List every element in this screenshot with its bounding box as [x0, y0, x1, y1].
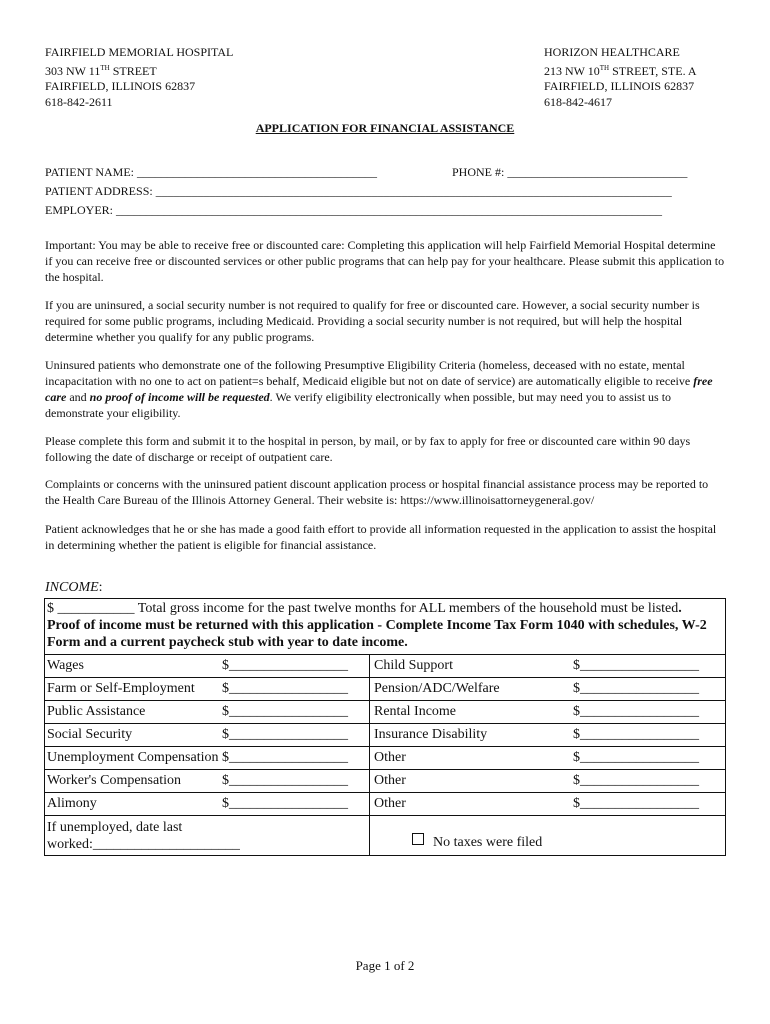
income-row-label: Wages: [47, 658, 84, 673]
table-rule: [44, 700, 726, 701]
income-row-label: Alimony: [47, 796, 97, 811]
table-rule: [44, 792, 726, 793]
acknowledgement-paragraph: Patient acknowledges that he or she has made a good faith effort to provide all information requested in the application to assist the hospital in determining whether the patient is eligible for financial assistance.: [45, 522, 717, 552]
child-support-amount[interactable]: $_________________: [573, 658, 699, 673]
income-row-label: Child Support: [374, 658, 453, 673]
income-row-label: Insurance Disability: [374, 727, 488, 742]
hospital-city: FAIRFIELD, ILLINOIS 62837: [45, 79, 196, 93]
phone-field[interactable]: PHONE #: ______________________________: [452, 165, 688, 179]
income-row-label: Other: [374, 750, 406, 765]
unemployed-date-field[interactable]: If unemployed, date last worked:_____________________: [47, 820, 240, 852]
pension-amount[interactable]: $_________________: [573, 681, 699, 696]
income-row-label: Farm or Self-Employment: [47, 681, 195, 696]
table-rule: [44, 746, 726, 747]
presumptive-eligibility-paragraph: Uninsured patients who demonstrate one of the following Presumptive Eligibility Criteria (homeless, deceased with no estate, mental incapacitation with no one to act on patient=s behalf, Medicaid eligible but not on date of service) are automatically eligible to receive free care and no proof of income will be requested. We verify eligibility electronically when possible, but may need you to assist us to demonstrate your eligibility.: [45, 358, 713, 420]
table-rule: [44, 815, 726, 816]
unemployment-amount[interactable]: $_________________: [222, 750, 348, 765]
table-rule: [44, 769, 726, 770]
hospital-address: [45, 45, 233, 110]
healthcare-name: HORIZON HEALTHCARE: [544, 45, 680, 59]
income-heading: INCOME:: [45, 580, 103, 595]
income-row-label: Worker's Compensation: [47, 773, 181, 788]
wages-amount[interactable]: $_________________: [222, 658, 348, 673]
social-security-amount[interactable]: $_________________: [222, 727, 348, 742]
healthcare-address: [544, 45, 697, 110]
employer-field[interactable]: EMPLOYER: ___________________________________________________________________________________________: [45, 203, 663, 217]
hospital-phone: 618-842-2611: [45, 94, 113, 109]
page-number: Page 1 of 2: [355, 958, 415, 973]
patient-name-field[interactable]: PATIENT NAME: ________________________________________: [45, 165, 378, 179]
gross-income-line[interactable]: $ ___________ Total gross income for the past twelve months for ALL members of the household must be listed.: [47, 601, 682, 616]
income-row-label: Pension/ADC/Welfare: [374, 681, 500, 696]
uninsured-paragraph: If you are uninsured, a social security number is not required to qualify for free or discounted care. However, a social security number is required for some public programs, including Medicaid. Providing a social security number is not required, but will help the hospital determine whether you qualify for any public programs.: [45, 298, 700, 344]
income-row-label: Other: [374, 796, 406, 811]
hospital-street: 303 NW 11TH STREET: [45, 63, 157, 78]
no-taxes-checkbox[interactable]: [412, 833, 424, 845]
public-assistance-amount[interactable]: $_________________: [222, 704, 348, 719]
income-row-label: Public Assistance: [47, 704, 146, 719]
submit-paragraph: Please complete this form and submit it to the hospital in person, by mail, or by fax to apply for free or discounted care within 90 days following the date of discharge or receipt of outpatient care.: [45, 434, 691, 464]
complaints-paragraph: Complaints or concerns with the uninsured patient discount application process or hospital financial assistance process may be reported to the Health Care Bureau of the Illinois Attorney General. Their website is: https://www.illinoisattorneygeneral.gov/: [45, 477, 709, 507]
table-rule: [44, 677, 726, 678]
income-row-label: Other: [374, 773, 406, 788]
healthcare-phone: 618-842-4617: [544, 94, 612, 109]
healthcare-city: FAIRFIELD, ILLINOIS 62837: [544, 79, 695, 93]
rental-income-amount[interactable]: $_________________: [573, 704, 699, 719]
income-row-label: Social Security: [47, 727, 133, 742]
form-title: APPLICATION FOR FINANCIAL ASSISTANCE: [255, 121, 515, 135]
alimony-amount[interactable]: $_________________: [222, 796, 348, 811]
patient-address-field[interactable]: PATIENT ADDRESS: ______________________________________________________________________________________: [45, 184, 672, 198]
hospital-name: FAIRFIELD MEMORIAL HOSPITAL: [45, 45, 234, 59]
insurance-disability-amount[interactable]: $_________________: [573, 727, 699, 742]
important-paragraph: Important: You may be able to receive free or discounted care: Completing this application will help Fairfield Memorial Hospital determine if you can receive free or discounted services or other public programs that can help pay for your healthcare. Please submit this application to the hospital.: [45, 238, 725, 284]
healthcare-street: 213 NW 10TH STREET, STE. A: [544, 63, 697, 78]
table-column-divider: [369, 654, 370, 856]
table-rule: [44, 723, 726, 724]
no-taxes-label: No taxes were filed: [433, 835, 543, 850]
letterhead: [45, 45, 725, 107]
self-employment-amount[interactable]: $_________________: [222, 681, 348, 696]
income-row-label: Rental Income: [374, 704, 457, 719]
proof-of-income-note: Proof of income must be returned with this application - Complete Income Tax Form 1040 with schedules, W-2 Form and a current paycheck stub with year to date income.: [47, 618, 707, 650]
other-amount-1[interactable]: $_________________: [573, 750, 699, 765]
other-amount-2[interactable]: $_________________: [573, 773, 699, 788]
table-rule: [44, 654, 726, 655]
workers-comp-amount[interactable]: $_________________: [222, 773, 348, 788]
income-instructions: [47, 600, 725, 651]
income-row-label: Unemployment Compensation: [47, 750, 219, 765]
other-amount-3[interactable]: $_________________: [573, 796, 699, 811]
